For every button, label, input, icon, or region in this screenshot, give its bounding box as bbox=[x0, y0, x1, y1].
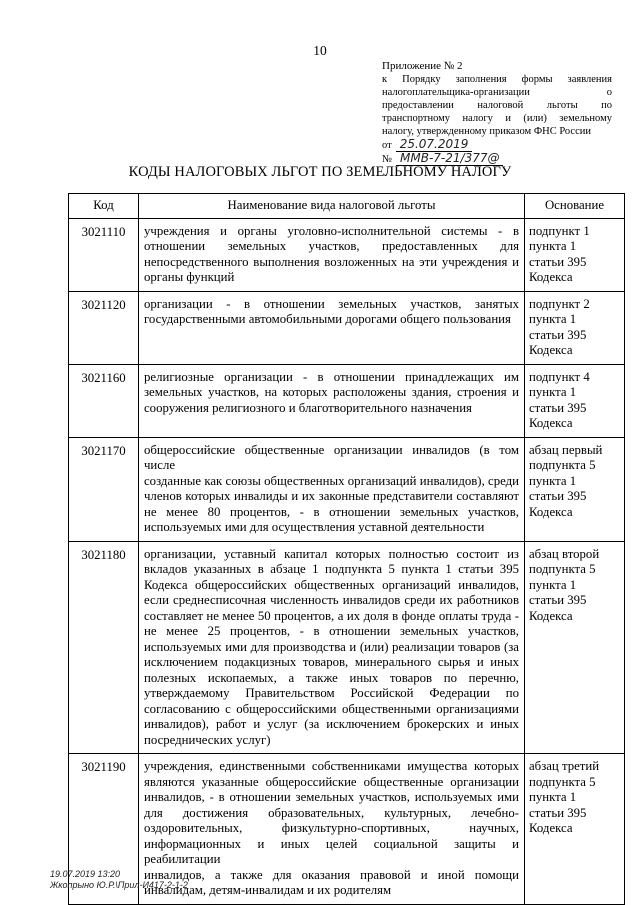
benefit-name-line: инвалидов, - в отношении земельных участков, используемых ими bbox=[144, 790, 519, 804]
benefit-name-line: членов которых инвалиды и их законные представители составляют bbox=[144, 489, 519, 503]
basis-line: абзац первый bbox=[529, 442, 603, 457]
benefit-basis bbox=[525, 291, 625, 364]
appendix-line: к Порядку заполнения формы заявления bbox=[382, 74, 612, 85]
benefit-name bbox=[139, 291, 525, 364]
basis-line: Кодекса bbox=[529, 270, 573, 284]
footer-timestamp: 19.07.2019 13:20 bbox=[50, 869, 121, 879]
table-row bbox=[69, 437, 625, 541]
footer bbox=[50, 869, 188, 891]
basis-line: Кодекса bbox=[529, 821, 573, 835]
basis-line: статьи 395 bbox=[529, 400, 587, 415]
header-basis: Основание bbox=[525, 194, 625, 219]
table-row bbox=[69, 541, 625, 754]
benefit-name-line: общероссийские общественные организации инвалидов (в том числе bbox=[144, 442, 519, 472]
appendix-title: Приложение № 2 bbox=[382, 60, 463, 72]
appendix-line: предоставлении налоговой льготы по bbox=[382, 100, 612, 111]
basis-line: пункта 1 bbox=[529, 239, 577, 253]
benefit-basis bbox=[525, 437, 625, 541]
benefit-code: 3021160 bbox=[69, 364, 139, 437]
benefit-code: 3021110 bbox=[69, 218, 139, 291]
benefit-name bbox=[139, 754, 525, 905]
benefit-basis bbox=[525, 364, 625, 437]
benefit-code: 3021170 bbox=[69, 437, 139, 541]
benefit-name-line: инвалидам, детям-инвалидам и их родителям bbox=[144, 883, 392, 897]
benefit-name-line: органы функций bbox=[144, 270, 235, 284]
benefit-name-line: используемых ими для осуществления уставной деятельности bbox=[144, 520, 485, 534]
benefit-code: 3021120 bbox=[69, 291, 139, 364]
appendix-line: налогу, утвержденному приказом ФНС России bbox=[382, 126, 591, 137]
benefit-code: 3021190 bbox=[69, 754, 139, 905]
benefit-name-line: не менее 25 процентов, - в отношении земельных участков, bbox=[144, 624, 519, 638]
table-header-row bbox=[69, 194, 625, 219]
appendix-header bbox=[382, 60, 612, 166]
basis-line: подпункт 4 bbox=[529, 369, 590, 384]
basis-line: пункта 1 bbox=[529, 473, 577, 488]
benefit-name-line: религиозные организации - в отношении принадлежащих им bbox=[144, 369, 519, 384]
basis-line: пункта 1 bbox=[529, 577, 577, 592]
benefit-name-line: отношении земельных участков, предоставленных для bbox=[144, 239, 519, 253]
basis-line: статьи 395 bbox=[529, 489, 587, 503]
benefit-name bbox=[139, 218, 525, 291]
basis-line: подпункта 5 bbox=[529, 562, 596, 576]
table-row bbox=[69, 291, 625, 364]
benefit-name-line: используемых ими для производства и (или) реализации товаров (за bbox=[144, 639, 519, 654]
benefit-name-line: полезных ископаемых, а также иных товаров по перечню, bbox=[144, 670, 519, 685]
table-row bbox=[69, 364, 625, 437]
date-prefix: от bbox=[382, 140, 392, 151]
table-row bbox=[69, 218, 625, 291]
appendix-date-line bbox=[382, 138, 612, 152]
document-title: КОДЫ НАЛОГОВЫХ ЛЬГОТ ПО ЗЕМЕЛЬНОМУ НАЛОГУ bbox=[128, 164, 512, 180]
basis-line: подпункт 2 bbox=[529, 296, 590, 311]
benefit-name-line: земельных участков, на которых расположены здания, строения и bbox=[144, 385, 519, 399]
basis-line: Кодекса bbox=[529, 416, 573, 430]
basis-line: статьи 395 bbox=[529, 254, 587, 269]
benefit-name-line: утверждаемому Правительством Российской Федерации по bbox=[144, 686, 519, 700]
basis-line: статьи 395 bbox=[529, 805, 587, 820]
benefit-name-line: согласованию с общероссийскими общественными организациями bbox=[144, 701, 519, 716]
benefit-name bbox=[139, 541, 525, 754]
benefit-name-line: не менее 80 процентов, - в отношении земельных участков, bbox=[144, 504, 519, 519]
benefit-name-line: информационных и иных целей социальной защиты и реабилитации bbox=[144, 836, 519, 866]
basis-line: абзац третий bbox=[529, 759, 600, 773]
order-date: 25.07.2019 bbox=[396, 138, 473, 152]
benefit-name-line: учреждения и органы уголовно-исполнительной системы - в bbox=[144, 223, 519, 238]
footer-file: Жкопрыно Ю.Р.\Прил-И417-2-1-2 bbox=[50, 880, 188, 890]
basis-line: Кодекса bbox=[529, 504, 573, 519]
basis-line: пункта 1 bbox=[529, 790, 577, 804]
benefit-name-line: организации - в отношении земельных участков, занятых bbox=[144, 296, 519, 311]
header-name: Наименование вида налоговой льготы bbox=[139, 194, 525, 219]
basis-line: Кодекса bbox=[529, 608, 573, 623]
appendix-line: транспортному налогу и (или) земельному bbox=[382, 113, 612, 124]
benefit-name-line: инвалидов, а также для оказания правовой и иной помощи bbox=[144, 867, 519, 882]
header-code: Код bbox=[69, 194, 139, 219]
basis-line: пункта 1 bbox=[529, 312, 577, 326]
benefit-name-line: Кодекса общероссийских общественных организаций инвалидов, bbox=[144, 577, 519, 592]
basis-line: статьи 395 bbox=[529, 327, 587, 342]
benefit-name-line: непосредственного выполнения возложенных на эти учреждения и bbox=[144, 254, 519, 269]
benefit-name-line: составляет не менее 50 процентов, а их доля в фонде оплаты труда - bbox=[144, 608, 519, 623]
benefit-name-line: исключением подакцизных товаров, минерального сырья и иных bbox=[144, 655, 519, 669]
basis-line: подпункта 5 bbox=[529, 458, 596, 472]
benefit-name-line: если среднесписочная численность инвалидов среди их работников bbox=[144, 593, 519, 607]
appendix-line: налогоплательщика-организации о bbox=[382, 87, 612, 98]
benefit-name-line: сооружения религиозного и благотворительного назначения bbox=[144, 400, 472, 415]
basis-line: статьи 395 bbox=[529, 593, 587, 607]
benefit-name bbox=[139, 364, 525, 437]
tax-benefit-table bbox=[68, 193, 625, 905]
benefit-name-line: оздоровительных, физкультурно-спортивных, научных, bbox=[144, 821, 519, 835]
number-prefix: № bbox=[382, 154, 393, 165]
benefit-name-line: государственными автомобильными дорогами общего пользования bbox=[144, 312, 511, 326]
basis-line: Кодекса bbox=[529, 343, 573, 357]
benefit-name-line: вкладов указанных в абзаце 1 подпункта 5 пункта 1 статьи 395 bbox=[144, 562, 519, 576]
benefit-name-line: посреднических услуг) bbox=[144, 732, 271, 747]
benefit-basis bbox=[525, 218, 625, 291]
benefit-name bbox=[139, 437, 525, 541]
benefit-basis bbox=[525, 754, 625, 905]
benefit-name-line: организации, уставный капитал которых полностью состоит из bbox=[144, 546, 519, 561]
basis-line: пункта 1 bbox=[529, 385, 577, 399]
benefit-name-line: учреждения, единственными собственниками имущества которых bbox=[144, 759, 519, 773]
benefit-basis bbox=[525, 541, 625, 754]
benefit-name-line: для достижения образовательных, культурных, лечебно- bbox=[144, 805, 519, 820]
basis-line: абзац второй bbox=[529, 546, 600, 561]
benefit-code: 3021180 bbox=[69, 541, 139, 754]
order-number: ММВ-7-21/377@ bbox=[396, 152, 503, 166]
benefit-name-line: созданные как союзы общественных организаций инвалидов), среди bbox=[144, 473, 519, 488]
page-number: 10 bbox=[313, 43, 327, 58]
benefit-name-line: являются указанные общероссийские общественные организации bbox=[144, 774, 519, 789]
benefit-name-line: инвалидов), работ и услуг (за исключением брокерских и иных bbox=[144, 717, 519, 731]
basis-line: подпункт 1 bbox=[529, 223, 590, 238]
basis-line: подпункта 5 bbox=[529, 774, 596, 789]
